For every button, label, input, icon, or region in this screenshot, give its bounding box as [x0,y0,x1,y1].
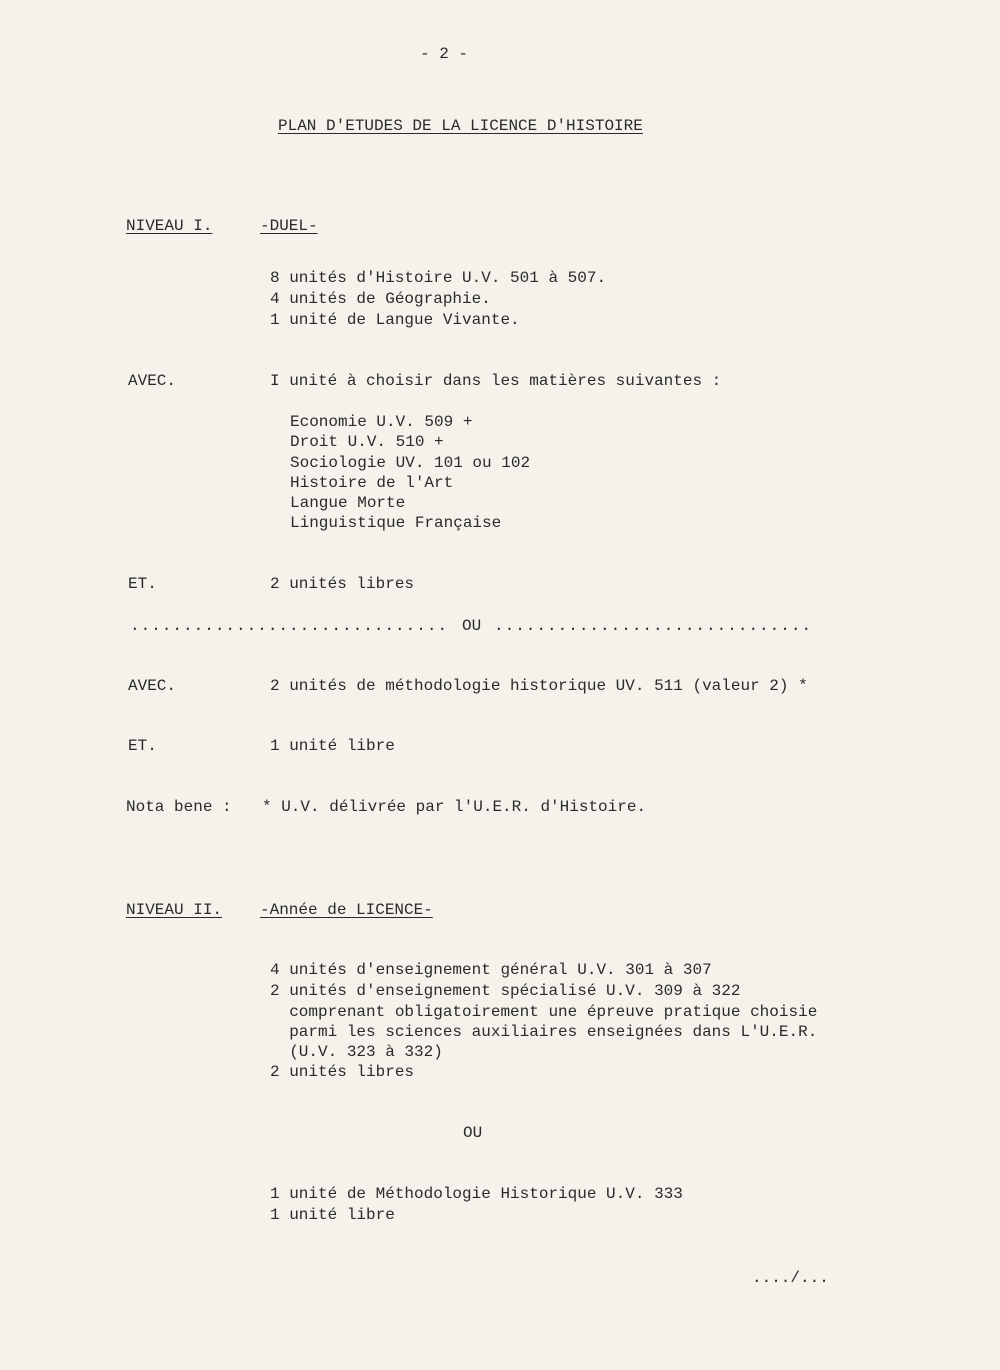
page-number: - 2 - [420,45,469,63]
continuation-mark: ..../... [752,1269,829,1287]
niveau2-line: 2 unités d'enseignement spécialisé U.V. 309 à 322 [270,982,741,1000]
et-label: ET. [128,575,157,593]
niveau2-line: comprenant obligatoirement une épreuve pratique choisie [270,1003,818,1021]
niveau2-line: 4 unités d'enseignement général U.V. 301 à 307 [270,961,712,979]
niveau2-heading: NIVEAU II. [126,901,223,919]
dots-separator-left: .............................. [130,617,449,635]
subject-item: Droit U.V. 510 + [290,433,444,451]
subject-item: Sociologie UV. 101 ou 102 [290,454,531,472]
core-unit-line: 4 unités de Géographie. [270,290,491,308]
avec-label: AVEC. [128,372,177,390]
free-units-text: 2 unités libres [270,575,415,593]
subject-item: Linguistique Française [290,514,502,532]
choice-text: I unité à choisir dans les matières suivantes : [270,372,722,390]
niveau2-line: 2 unités libres [270,1063,415,1081]
niveau2-line: (U.V. 323 à 332) [270,1043,443,1061]
subject-item: Economie U.V. 509 + [290,413,473,431]
niveau2-alt-line: 1 unité de Méthodologie Historique U.V. 333 [270,1185,683,1203]
core-unit-line: 8 unités d'Histoire U.V. 501 à 507. [270,269,607,287]
page-title: PLAN D'ETUDES DE LA LICENCE D'HISTOIRE [278,117,643,135]
et-label: ET. [128,737,157,755]
niveau1-subheading: -DUEL- [260,217,318,235]
methodology-text: 2 unités de méthodologie historique UV. 511 (valeur 2) * [270,677,808,695]
dots-separator-right: .............................. [494,617,813,635]
or-separator: OU [462,617,482,635]
niveau2-line: parmi les sciences auxiliaires enseignées dans L'U.E.R. [270,1023,818,1041]
niveau2-alt-line: 1 unité libre [270,1206,395,1224]
core-unit-line: 1 unité de Langue Vivante. [270,311,520,329]
free-unit-text: 1 unité libre [270,737,395,755]
avec-label: AVEC. [128,677,177,695]
or-separator: OU [463,1124,483,1142]
nota-text: * U.V. délivrée par l'U.E.R. d'Histoire. [262,798,647,816]
niveau1-heading: NIVEAU I. [126,217,213,235]
subject-item: Histoire de l'Art [290,474,454,492]
niveau2-subheading: -Année de LICENCE- [260,901,433,919]
nota-label: Nota bene : [126,798,232,816]
subject-item: Langue Morte [290,494,406,512]
